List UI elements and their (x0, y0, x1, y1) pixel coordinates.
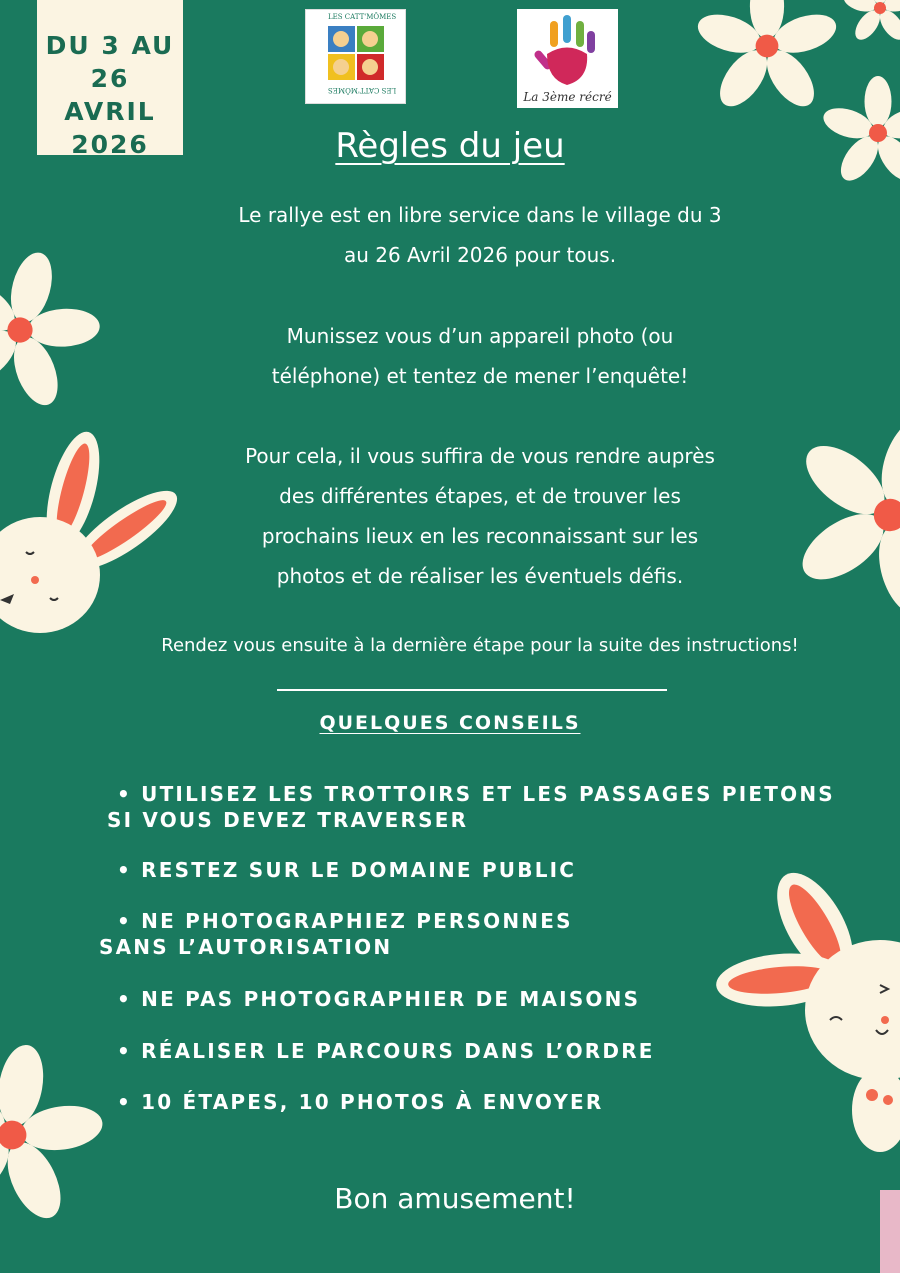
tip-item: • 10 ÉTAPES, 10 PHOTOS À ENVOYER (117, 1090, 604, 1114)
tip-line: SANS L’AUTORISATION (99, 935, 393, 959)
logo-text-top: LES CATT'MÔMES (328, 13, 397, 21)
tip-item: • NE PAS PHOTOGRAPHIER DE MAISONS (117, 987, 641, 1011)
logo-text-bottom: LES CATT'MÔMES (328, 86, 397, 94)
tip-item: • RÉALISER LE PARCOURS DANS L’ORDRE (117, 1039, 655, 1063)
tip-item (99, 908, 573, 960)
flower-icon (693, 0, 841, 114)
intro-paragraph (120, 195, 840, 275)
date-line-4: 2026 (71, 130, 149, 159)
text-line: prochains lieux en les reconnaissant sur les (261, 524, 699, 548)
tip-item: • RESTEZ SUR LE DOMAINE PUBLIC (117, 858, 577, 882)
tip-line: • NE PHOTOGRAPHIEZ PERSONNES (117, 909, 573, 933)
troisieme-recre-logo (517, 9, 618, 108)
text-line: au 26 Avril 2026 pour tous. (343, 243, 617, 267)
catt-momes-logo (305, 9, 406, 104)
text-line: photos et de réaliser les éventuels défis. (276, 564, 684, 588)
text-line: téléphone) et tentez de mener l’enquête! (271, 364, 689, 388)
flower-icon (0, 232, 120, 424)
instructions-paragraph (120, 436, 840, 596)
flower-icon (841, 0, 900, 44)
camera-paragraph (120, 316, 840, 396)
date-line-3: AVRIL (64, 97, 156, 126)
text-line: Le rallye est en libre service dans le village du 3 (238, 203, 722, 227)
divider (277, 689, 667, 691)
text-line: des différentes étapes, et de trouver les (279, 484, 681, 508)
logo-caption: La 3ème récré (523, 90, 612, 104)
rendez-vous-text: Rendez vous ensuite à la dernière étape pour la suite des instructions! (161, 635, 799, 656)
tip-line: • UTILISEZ LES TROTTOIRS ET LES PASSAGES PIETONS (117, 782, 835, 806)
date-line-1: DU 3 AU (45, 31, 175, 60)
text-line: Pour cela, il vous suffira de vous rendre auprès (245, 444, 715, 468)
conseils-heading: QUELQUES CONSEILS (319, 712, 581, 734)
tip-item (107, 781, 835, 833)
text-line: Munissez vous d’un appareil photo (ou (286, 324, 674, 348)
tip-line: SI VOUS DEVEZ TRAVERSER (107, 808, 469, 832)
closing-text: Bon amusement! (334, 1182, 576, 1215)
date-line-2: 26 (90, 64, 130, 93)
page-title: Règles du jeu (335, 126, 565, 166)
